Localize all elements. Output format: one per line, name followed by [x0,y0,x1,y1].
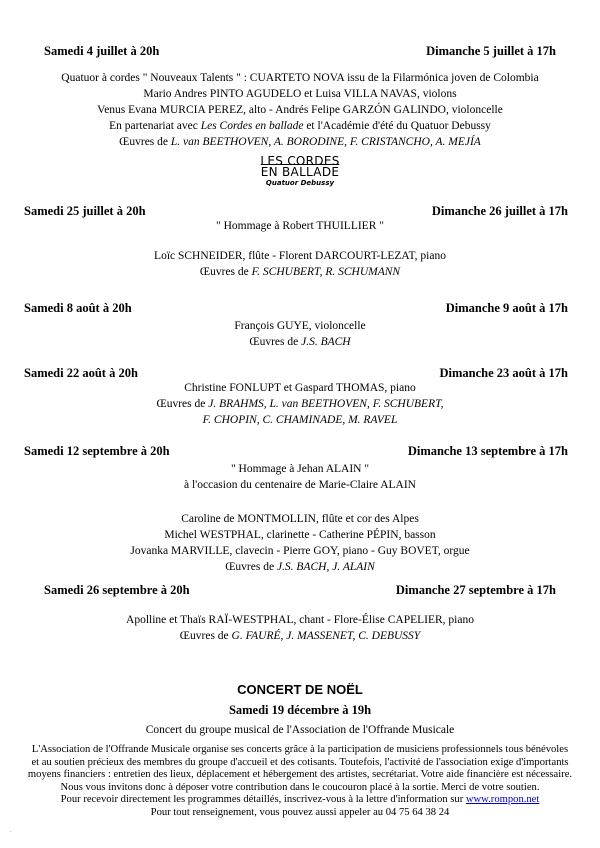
works-line: Œuvres de F. SCHUBERT, R. SCHUMANN [199,266,401,278]
logo-line: LES CORDES [260,154,340,168]
concert-details [0,218,600,280]
sunday-date: Dimanche 26 juillet à 17h [431,204,568,218]
christmas-concert-date: Samedi 19 décembre à 19h [228,703,372,717]
logo-line: EN BALLADE [260,165,340,179]
logo-subtitle: Quatuor Debussy [265,179,335,187]
christmas-concert-description: Concert du groupe musical de l'Association de l'Offrande Musicale [145,724,455,736]
concert-dates-row [44,583,556,598]
footer-line: et au soutien précieux des membres du groupe d'accueil et des cotisants. Toutefois, l'activité de l'association exige d'importants [31,756,569,768]
saturday-date: Samedi 8 août à 20h [24,301,132,315]
detail-line: Christine FONLUPT et Gaspard THOMAS, piano [184,382,416,394]
detail-line: Caroline de MONTMOLLIN, flûte et cor des Alpes [181,513,419,525]
detail-line: " Hommage à Robert THUILLIER " [216,220,384,232]
detail-line: En partenariat avec Les Cordes en ballade et l'Académie d'été du Quatuor Debussy [109,120,491,132]
detail-line: Mario Andres PINTO AGUDELO et Luisa VILLA NAVAS, violons [143,88,457,100]
footer-line: L'Association de l'Offrande Musicale organise ses concerts grâce à la participation de musiciens professionnels tous bénévoles [31,744,569,755]
detail-line: Venus Evana MURCIA PEREZ, alto - Andrés Felipe GARZÓN GALINDO, violoncelle [97,104,503,116]
sunday-date: Dimanche 23 août à 17h [439,366,568,380]
works-line: Œuvres de G. FAURÉ, J. MASSENET, C. DEBUSSY [179,630,421,642]
association-footer [8,744,592,820]
detail-line: François GUYE, violoncelle [234,320,366,332]
footer-line: moyens financiers : entretien des lieux, déplacement et hébergement des artistes, secrétariat. Votre aide financière est nécessaire. [27,769,573,781]
saturday-date: Samedi 22 août à 20h [24,366,138,380]
concert-details [0,461,600,575]
saturday-date: Samedi 26 septembre à 20h [44,583,190,597]
page-mark: . [10,828,12,834]
detail-line: Apolline et Thaïs RAÏ-WESTPHAL, chant - Flore-Élise CAPELIER, piano [126,614,474,626]
website-link[interactable]: www.rompon.net [465,794,540,806]
detail-line: " Hommage à Jehan ALAIN " [230,463,370,475]
concert-details [0,612,600,644]
concert-dates-row [24,366,568,381]
sunday-date: Dimanche 27 septembre à 17h [395,583,556,597]
footer-line: Pour recevoir directement les programmes détaillés, inscrivez-vous à la lettre d'information sur www.rompon.net [60,794,540,806]
concert-dates-row [24,204,568,219]
concert-dates-row [24,444,568,459]
sunday-date: Dimanche 5 juillet à 17h [426,44,556,58]
detail-line: à l'occasion du centenaire de Marie-Claire ALAIN [184,479,416,491]
concert-details [0,70,600,150]
spacer [0,234,600,248]
works-line: Œuvres de J.S. BACH, J. ALAIN [225,561,375,573]
spacer [0,493,600,511]
concert-dates-row [24,301,568,316]
christmas-concert-title: CONCERT DE NOËL [237,682,363,697]
works-line: Œuvres de L. van BEETHOVEN, A. BORODINE, F. CRISTANCHO, A. MEJÍA [119,136,481,148]
detail-line: Jovanka MARVILLE, clavecin - Pierre GOY, piano - Guy BOVET, orgue [130,545,470,557]
sunday-date: Dimanche 9 août à 17h [445,301,568,315]
detail-line: Michel WESTPHAL, clarinette - Catherine PÉPIN, basson [164,529,436,541]
footer-line: Pour tout renseignement, vous pouvez aussi appeler au 04 75 64 38 24 [150,806,450,818]
saturday-date: Samedi 25 juillet à 20h [24,204,146,218]
concert-details [0,380,600,428]
concert-details [0,318,600,350]
saturday-date: Samedi 4 juillet à 20h [44,44,160,58]
les-cordes-en-ballade-logo [0,156,600,189]
works-line: Œuvres de J. BRAHMS, L. van BEETHOVEN, F. SCHUBERT, [156,398,444,410]
footer-line: Nous vous invitons donc à déposer votre contribution dans le coucouron placé à la sortie. Merci de votre soutien. [60,781,540,793]
works-line: F. CHOPIN, C. CHAMINADE, M. RAVEL [202,414,398,426]
detail-line: Quatuor à cordes " Nouveaux Talents " : CUARTETO NOVA issu de la Filarmónica joven de Colombia [61,72,539,84]
detail-line: Loïc SCHNEIDER, flûte - Florent DARCOURT-LEZAT, piano [154,250,446,262]
concert-dates-row [44,44,556,59]
sunday-date: Dimanche 13 septembre à 17h [407,444,568,458]
saturday-date: Samedi 12 septembre à 20h [24,444,170,458]
works-line: Œuvres de J.S. BACH [249,336,351,348]
